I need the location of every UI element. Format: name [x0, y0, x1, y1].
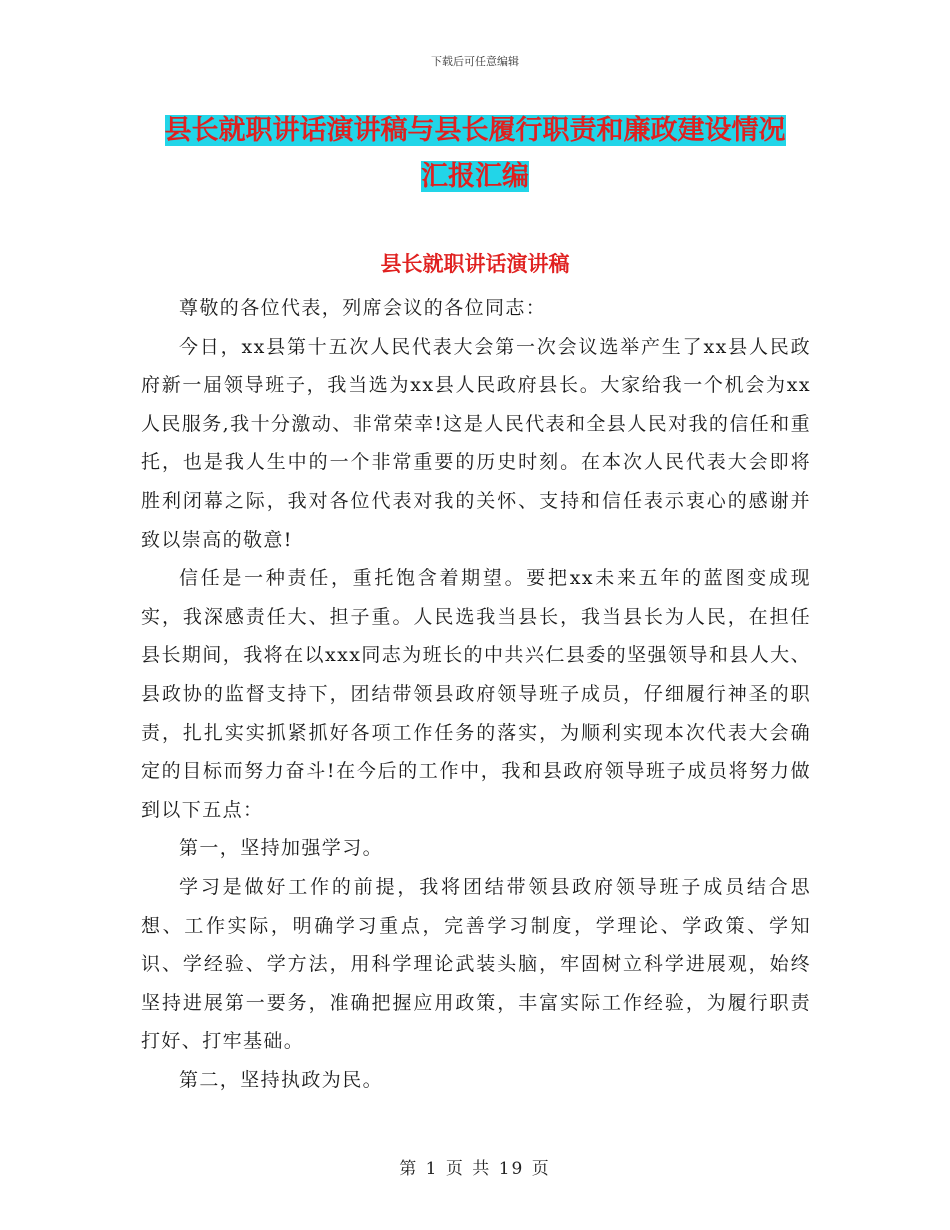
- document-title: [140, 108, 810, 200]
- document-body: [141, 289, 811, 1099]
- paragraph-heading: 第一，坚持加强学习。: [179, 837, 384, 860]
- paragraph: 信任是一种责任，重托饱含着期望。要把xx未来五年的蓝图变成现实，我深感责任大、担子重。人民选我当县长，我当县长为人民，在担任县长期间，我将在以xxx同志为班长的中共兴仁县委的坚强领导和县人大、县政协的监督支持下，团结带领县政府领导班子成员，仔细履行神圣的职责，扎扎实实抓紧抓好各项工作任务的落实，为顺利实现本次代表大会确定的目标而努力奋斗!在今后的工作中，我和县政府领导班子成员将努力做到以下五点：: [141, 567, 811, 821]
- document-title-line-1: 县长就职讲话演讲稿与县长履行职责和廉政建设情况: [164, 115, 786, 146]
- page-number-footer: 第 1 页 共 19 页: [399, 1159, 551, 1179]
- paragraph: 今日，xx县第十五次人民代表大会第一次会议选举产生了xx县人民政府新一届领导班子，我当选为xx县人民政府县长。大家给我一个机会为xx人民服务,我十分激动、非常荣幸!这是人民代表和全县人民对我的信任和重托，也是我人生中的一个非常重要的历史时刻。在本次人民代表大会即将胜利闭幕之际，我对各位代表对我的关怀、支持和信任表示衷心的感谢并致以崇高的敬意!: [141, 335, 811, 551]
- section-title: 县长就职讲话演讲稿: [380, 252, 570, 276]
- document-title-line-2: 汇报汇编: [421, 161, 529, 192]
- paragraph-heading: 第二，坚持执政为民。: [179, 1068, 384, 1091]
- paragraph-salutation: 尊敬的各位代表，列席会议的各位同志：: [179, 297, 547, 319]
- paragraph: 学习是做好工作的前提，我将团结带领县政府领导班子成员结合思想、工作实际，明确学习重点，完善学习制度，学理论、学政策、学知识、学经验、学方法，用科学理论武装头脑，牢固树立科学进展观，始终坚持进展第一要务，准确把握应用政策，丰富实际工作经验，为履行职责打好、打牢基础。: [141, 875, 811, 1053]
- header-note: 下载后可任意编辑: [431, 55, 519, 68]
